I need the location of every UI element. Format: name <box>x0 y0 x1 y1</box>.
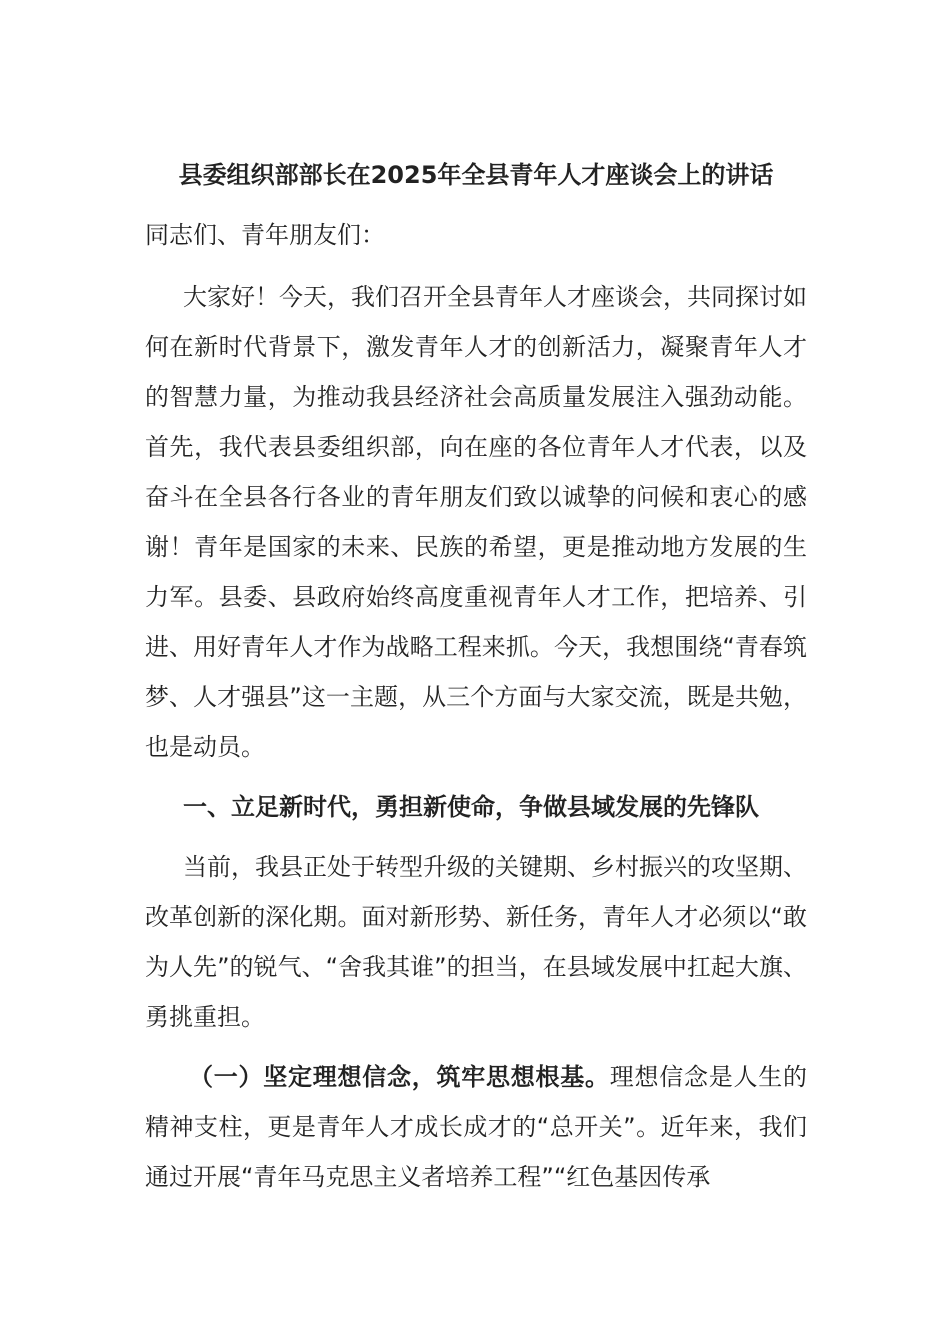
section-heading-1: 一、立足新时代，勇担新使命，争做县域发展的先锋队 <box>183 793 759 821</box>
subsection-heading-1: （一）坚定理想信念，筑牢思想根基。 <box>189 1063 610 1091</box>
document-title: 县委组织部部长在2025年全县青年人才座谈会上的讲话 <box>178 161 774 189</box>
subsection-1-paragraph <box>145 1052 807 1202</box>
subsection-1-text: 理想信念是人生的精神支柱，更是青年人才成长成才的“总开关”。近年来，我们通过开展“青年马克思主义者培养工程”“红色基因传承 <box>145 1063 807 1191</box>
intro-paragraph: 大家好！今天，我们召开全县青年人才座谈会，共同探讨如何在新时代背景下，激发青年人才的创新活力，凝聚青年人才的智慧力量，为推动我县经济社会高质量发展注入强劲动能。首先，我代表县委组织部，向在座的各位青年人才代表，以及奋斗在全县各行各业的青年朋友们致以诚挚的问候和衷心的感谢！青年是国家的未来、民族的希望，更是推动地方发展的生力军。县委、县政府始终高度重视青年人才工作，把培养、引进、用好青年人才作为战略工程来抓。今天，我想围绕“青春筑梦、人才强县”这一主题，从三个方面与大家交流，既是共勉，也是动员。 <box>145 283 807 761</box>
document-body <box>145 150 807 1202</box>
salutation: 同志们、青年朋友们： <box>145 221 385 249</box>
section-1-paragraph: 当前，我县正处于转型升级的关键期、乡村振兴的攻坚期、改革创新的深化期。面对新形势、新任务，青年人才必须以“敢为人先”的锐气、“舍我其谁”的担当，在县域发展中扛起大旗、勇挑重担。 <box>145 853 807 1031</box>
